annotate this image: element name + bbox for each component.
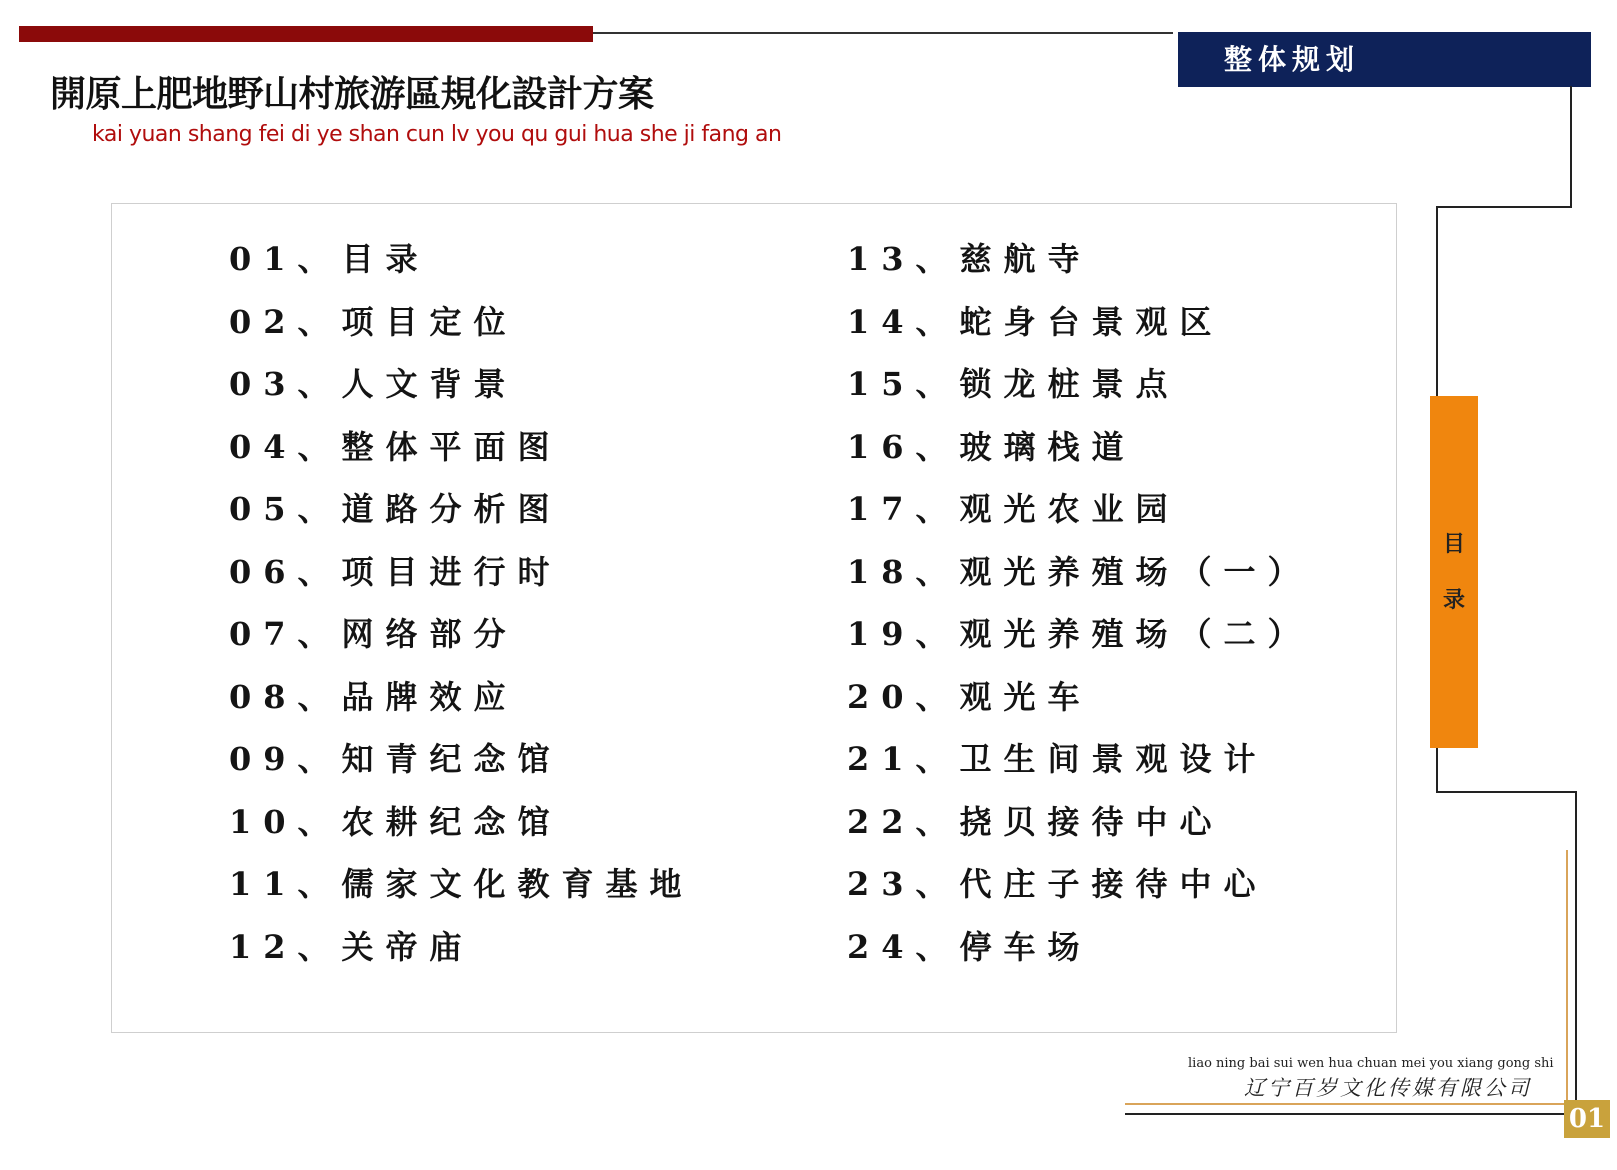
toc-item[interactable]: 20、观光车: [847, 677, 1092, 716]
toc-item[interactable]: 11、儒家文化教育基地: [229, 865, 694, 903]
top-red-bar: [19, 26, 593, 42]
toc-item[interactable]: 07、网络部分: [229, 615, 518, 653]
toc-item[interactable]: 15、锁龙桩景点: [847, 365, 1180, 403]
toc-item[interactable]: 05、道路分析图: [229, 490, 562, 528]
toc-item[interactable]: 08、品牌效应: [229, 677, 518, 716]
toc-column-right: [847, 228, 1312, 978]
toc-item[interactable]: 02、项目定位: [229, 302, 518, 341]
footer-accent-line: [1125, 1103, 1566, 1105]
footer-divider-line: [1125, 1113, 1576, 1115]
toc-item[interactable]: 03、人文背景: [229, 365, 518, 403]
side-tab-char: 目: [1442, 531, 1465, 557]
side-tab-char: 录: [1442, 587, 1465, 613]
toc-item[interactable]: 06、项目进行时: [229, 552, 562, 591]
section-label: 整体规划: [1178, 32, 1591, 87]
page-title-pinyin: kai yuan shang fei di ye shan cun lv you qu gui hua she ji fang an: [92, 122, 782, 147]
frame-line: [1570, 86, 1572, 208]
toc-item[interactable]: 21、卫生间景观设计: [847, 740, 1268, 778]
side-tab-contents: [1430, 396, 1478, 748]
company-name-pinyin: liao ning bai sui wen hua chuan mei you xiang gong shi: [1188, 1056, 1554, 1071]
toc-item[interactable]: 01、目录: [229, 240, 430, 278]
frame-line: [1436, 746, 1438, 793]
toc-item[interactable]: 13、慈航寺: [847, 240, 1092, 278]
toc-item[interactable]: 24、停车场: [847, 927, 1092, 966]
frame-line: [1436, 206, 1572, 208]
company-name: 辽宁百岁文化传媒有限公司: [1244, 1076, 1532, 1100]
top-divider-line: [593, 32, 1173, 34]
toc-column-left: [229, 228, 694, 978]
toc-item[interactable]: 18、观光养殖场（一）: [847, 552, 1312, 591]
toc-item[interactable]: 09、知青纪念馆: [229, 740, 562, 778]
toc-item[interactable]: 17、观光农业园: [847, 490, 1180, 528]
toc-item[interactable]: 23、代庄子接待中心: [847, 865, 1268, 903]
frame-line: [1436, 791, 1577, 793]
page-title: 開原上肥地野山村旅游區規化設計方案: [50, 74, 654, 115]
frame-line: [1575, 791, 1577, 1117]
toc-item[interactable]: 22、挠贝接待中心: [847, 802, 1224, 841]
accent-line: [1566, 850, 1568, 1118]
toc-item[interactable]: 14、蛇身台景观区: [847, 302, 1224, 341]
toc-item[interactable]: 16、玻璃栈道: [847, 427, 1136, 466]
toc-item[interactable]: 19、观光养殖场（二）: [847, 615, 1312, 653]
toc-item[interactable]: 10、农耕纪念馆: [229, 802, 562, 841]
frame-line: [1436, 206, 1438, 396]
toc-item[interactable]: 12、关帝庙: [229, 927, 474, 966]
toc-item[interactable]: 04、整体平面图: [229, 427, 562, 466]
page-number: 01: [1564, 1100, 1610, 1138]
